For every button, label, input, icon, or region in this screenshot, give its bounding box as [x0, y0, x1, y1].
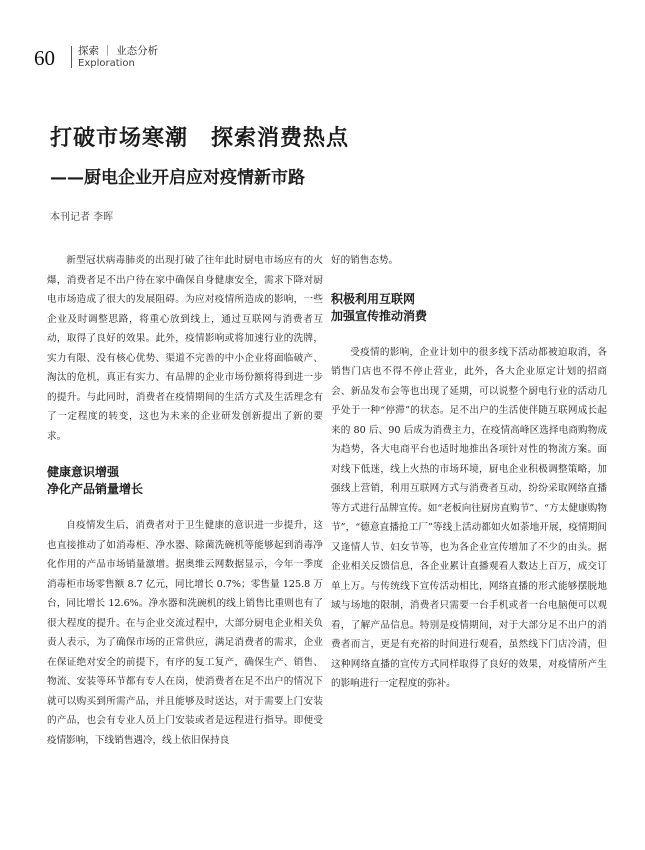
article-title: 打破市场寒潮 探索消费热点: [50, 126, 350, 151]
section1-paragraph: 自疫情发生后，消费者对于卫生健康的意识进一步提升，这也直接推动了如消毒柜、净水器、除菌洗碗机等能够起到消毒净化作用的产品市场销量激增。据奥维云网数据显示，今年一季度消毒柜市场零售额 8.7 亿元，同比增长 0.7%；零售量 125.8 万台，同比增长 12.6%。净水器和洗碗机的线上销售比重则也有了很大程度的提升。在与企业交流过程中，大部分厨电企业相关负责人表示，为了确保市场的正常供应，满足消费者的需求，企业在保证绝对安全的前提下，有序的复工复产，确保生产、销售、物流、安装等环节都有专人在岗，使消费者在足不出户的情况下就可以购买到所需产品，并且能够及时送达，对于需要上门安装的产品，也会有专业人员上门安装或者是远程进行指导。即便受疫情影响，下线销售遇冷，线上依旧保持良: [47, 520, 323, 746]
byline: 本刊记者 李晖: [50, 212, 114, 223]
spacer: [331, 325, 607, 343]
section2-heading-line1: 积极利用互联网: [331, 291, 416, 306]
section2-paragraph: 受疫情的影响，企业计划中的很多线下活动都被迫取消，各销售门店也不得不停止营业，此外，各大企业原定计划的招商会、新品发布会等也出现了延期，可以说整个厨电行业的活动几乎处于一种“停滞”的状态。足不出户的生活使伴随互联网成长起来的 80 后、90 后成为消费主力，在疫情高峰区选择电商购物成为趋势，各大电商平台也适时地推出各项针对性的物流方案。面对线下低迷，线上火热的市场环境，厨电企业积极调整策略，加强线上营销，利用互联网方式与消费者互动，纷纷采取网络直播等方式进行品牌宣传。如“老板向往厨房直购节”、“方太健康购物节”，“德意直播抢工厂”等线上活动都如火如荼地开展，疫情期间又逢情人节、妇女节等，也为各企业宣传增加了不少的由头。据企业相关反馈信息，各企业累计直播观看人数达上百万，成交订单上万。与传统线下宣传活动相比，网络直播的形式能够摆脱地域与场地的限制，消费者只需要一台手机或者一台电脑便可以观看，了解产品信息。特别是疫情期间，对于大部分足不出户的消费者而言，更是有充裕的时间进行观看，虽然线下门店冷清，但这种网络直播的宣传方式同样取得了良好的效果，对疫情所产生的影响进行一定程度的弥补。: [331, 346, 607, 689]
section-label-english: Exploration: [78, 58, 135, 69]
intro-paragraph: 新型冠状病毒肺炎的出现打破了往年此时厨电市场应有的火爆，消费者足不出户待在家中确保自身健康安全，需求下降对厨电市场造成了很大的发展阻碍。为应对疫情所造成的影响，一些企业及时调整思路，将重心放到线上，通过互联网与消费者互动，取得了良好的效果。此外，疫情影响或将加速行业的洗牌，实力有限、没有核心优势、渠道不完善的中小企业将面临破产、淘汰的危机，真正有实力、有品牌的企业市场份额将得到进一步的提升。与此同时，消费者在疫情期间的生活方式及生活理念有了一定程度的转变，这也为未来的企业研发创新提出了新的要求。: [47, 255, 323, 442]
header-divider: [71, 46, 72, 68]
continued-paragraph: 好的销售态势。: [331, 255, 399, 266]
section1-heading-line2: 净化产品销量增长: [47, 482, 144, 496]
column-left: [47, 251, 323, 750]
section2-heading-line2: 加强宣传推动消费: [331, 308, 428, 323]
spacer: [331, 271, 607, 291]
spacer: [47, 498, 323, 516]
column-right: [331, 251, 607, 694]
section-label: 探索 ｜ 业态分析: [78, 45, 159, 57]
spacer: [47, 446, 323, 464]
article-subtitle: ——厨电企业开启应对疫情新市路: [50, 168, 305, 188]
page-number: 60: [34, 46, 55, 70]
section1-heading-line1: 健康意识增强: [47, 465, 120, 479]
